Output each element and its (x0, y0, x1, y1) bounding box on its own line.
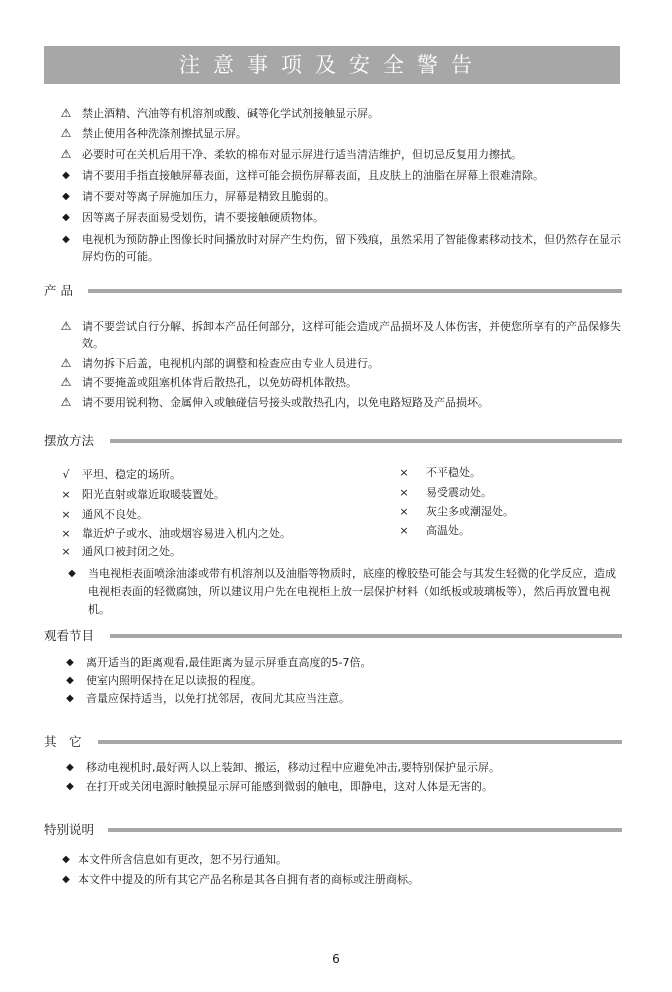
section-heading-other: 其 它 (44, 734, 622, 750)
diamond-icon: ◆ (62, 854, 70, 865)
cross-icon: × (399, 486, 409, 499)
diamond-icon: ◆ (62, 191, 70, 202)
page-title: 注意事项及安全警告 (44, 46, 620, 84)
warning-icon: ⚠ (60, 106, 72, 120)
page-number: 6 (332, 952, 340, 966)
cross-icon: × (399, 466, 409, 479)
diamond-icon: ◆ (66, 781, 74, 792)
cross-icon: × (61, 545, 71, 558)
diamond-icon: ◆ (66, 693, 74, 704)
section-heading-product: 产 品 (44, 283, 622, 299)
warning-icon: ⚠ (60, 375, 72, 389)
diamond-icon: ◆ (66, 657, 74, 668)
check-icon: √ (62, 468, 70, 481)
section-divider (110, 634, 622, 638)
warning-icon: ⚠ (60, 126, 72, 140)
warning-icon: ⚠ (60, 395, 72, 409)
diamond-icon: ◆ (62, 170, 70, 181)
diamond-icon: ◆ (62, 874, 70, 885)
product-item: ⚠ 请不要尝试自行分解、拆卸本产品任何部分，这样可能会造成产品损坏及人体伤害，并使您所享有的产品保修失效。 (58, 318, 628, 354)
section-divider (88, 289, 622, 293)
cross-icon: × (399, 505, 409, 518)
warning-icon: ⚠ (60, 147, 72, 161)
warning-icon: ⚠ (60, 356, 72, 370)
diamond-icon: ◆ (68, 568, 76, 579)
cross-icon: × (61, 527, 71, 540)
diamond-icon: ◆ (62, 234, 70, 245)
section-heading-placement: 摆放方法 (44, 433, 622, 449)
cross-icon: × (399, 524, 409, 537)
placement-note: ◆ 当电视柜表面喷涂油漆或带有机溶剂以及油脂等物质时，底座的橡胶垫可能会与其发生轻微的化学反应，造成电视柜表面的轻微腐蚀，所以建议用户先在电视柜上放一层保护材料（如纸板或玻璃板等），然后再放置电视机。 (64, 565, 624, 619)
section-heading-viewing: 观看节目 (44, 628, 622, 644)
section-divider (108, 828, 622, 832)
cross-icon: × (61, 508, 71, 521)
section-heading-special: 特别说明 (44, 822, 622, 838)
cross-icon: × (61, 488, 71, 501)
warning-item: ◆ 电视机为预防静止图像长时间播放时对屏产生灼伤，留下残痕，虽然采用了智能像素移动技术，但仍然存在显示屏灼伤的可能。 (58, 231, 628, 267)
diamond-icon: ◆ (66, 675, 74, 686)
diamond-icon: ◆ (62, 212, 70, 223)
section-divider (110, 439, 622, 443)
diamond-icon: ◆ (66, 762, 74, 773)
manual-page: 注意事项及安全警告 ⚠ 禁止酒精、汽油等有机溶剂或酸、碱等化学试剂接触显示屏。 ⚠ 禁止使用各种洗涤剂擦拭显示屏。 ⚠ 必要时可在关机后用干净、柔软的棉布对显示屏进行适当清洁维护，但切忌反复用力擦拭。 ◆ 请不要用手指直接触屏幕表面，这样可能会损伤屏幕表面，且皮肤上的油脂在屏幕上很难清除。 ◆ 请不要对等离子屏施加压力，屏幕是精致且脆弱的。 ◆ 因等离子屏表面易受划伤，请不要接触硬质物体。 ◆ 电视机为预防静止图像长时间播放时对屏产生灼伤，留下残痕，虽然采用了智能像素移动技术，但仍然存在显示屏灼伤的可能。 产 品 ⚠ 请不要尝试自行分解、拆卸本产品任何部分，这样可能会造成产品损坏及人体伤害，并使您所享有的产品保修失效。 ⚠ 请勿拆下后盖，电视机内部的调整和检查应由专业人员进行。 ⚠ 请不要掩盖或阻塞机体背后散热孔，以免妨碍机体散热。 ⚠ 请不要用锐利物、金属伸入或触碰信号接头或散热孔内，以免电路短路及产品损坏。 摆放方法 √ 平坦、稳定的场所。 × 阳光直射或靠近取暖装置处。 × 通风不良处。 × 靠近炉子或水、油或烟容易进入机内之处。 × 通风口被封闭之处。 × 不平稳处。 × 易受震动处。 × 灰尘多或潮湿处。 × 高温处。 ◆ 当电视柜表面喷涂油漆或带有机溶剂以及油脂等物质时，底座的橡胶垫可能会与其发生轻微的化学反应，造成电视柜表面的轻微腐蚀，所以建议用户先在电视柜上放一层保护材料（如纸板或玻璃板等），然后再放置电视机。 观看节目 ◆ 离开适当的距离观看,最佳距离为显示屏垂直高度的5-7倍。 ◆ 使室内照明保持在足以读报的程度。 ◆ 音量应保持适当，以免打扰邻居，夜间尤其应当注意。 其 它 ◆ 移动电视机时,最好两人以上装卸、搬运，移动过程中应避免冲击,要特别保护显示屏。 ◆ 在打开或关闭电源时触摸显示屏可能感到微弱的触电，即静电，这对人体是无害的。 特别说明 ◆ 本文件所含信息如有更改，恕不另行通知。 ◆ 本文件中提及的所有其它产品名称是其各自拥有者的商标或注册商标。 6 (0, 0, 672, 992)
warning-icon: ⚠ (60, 319, 72, 333)
section-divider (98, 740, 622, 744)
